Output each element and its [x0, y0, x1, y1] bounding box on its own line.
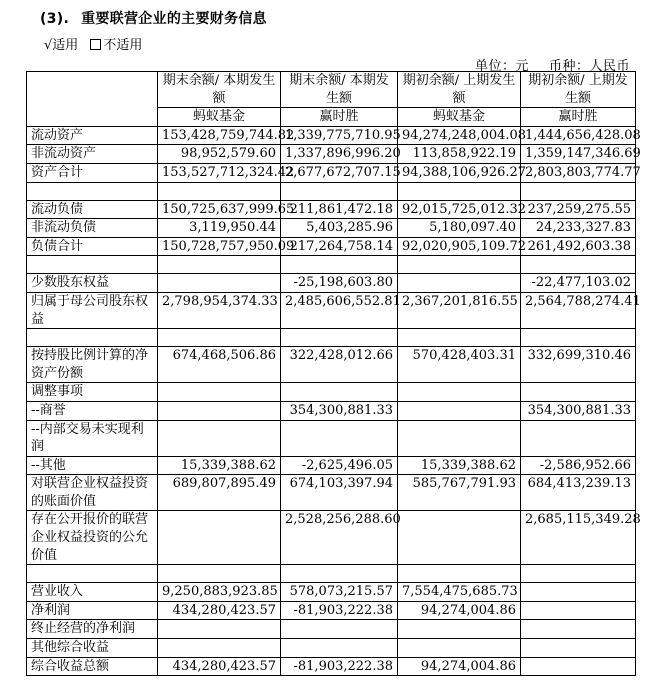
row-label-cell: 存在公开报价的联营企业权益投资的公允价值 — [27, 511, 158, 565]
table-row — [27, 511, 636, 565]
row-label-cell: 少数股东权益 — [27, 274, 158, 293]
row-label-cell: --内部交易未实现利润 — [27, 420, 158, 456]
value-cell — [521, 583, 636, 602]
header-period-label: 期初余额/ 上期发生额 — [402, 73, 516, 106]
value-cell: 1,339,775,710.95 — [281, 126, 398, 145]
row-label-cell: 其他综合收益 — [27, 639, 158, 658]
value-cell: 7,554,475,685.73 — [398, 583, 521, 602]
value-cell: -22,477,103.02 — [521, 274, 636, 293]
table-row — [27, 163, 636, 182]
value-cell: 684,413,239.13 — [521, 475, 636, 511]
value-cell: 2,367,201,816.55 — [398, 292, 521, 328]
value-cell — [521, 639, 636, 658]
value-cell: 354,300,881.33 — [281, 401, 398, 420]
value-cell — [281, 639, 398, 658]
value-cell: 570,428,403.31 — [398, 347, 521, 383]
value-cell: 2,564,788,274.41 — [521, 292, 636, 328]
spacer-row — [27, 256, 636, 274]
value-cell — [27, 182, 158, 200]
value-cell: 94,388,106,926.27 — [398, 163, 521, 182]
value-cell — [158, 565, 281, 583]
value-cell — [281, 329, 398, 347]
value-cell: 92,015,725,012.32 — [398, 200, 521, 219]
header-period-label: 期末余额/ 本期发生额 — [162, 73, 276, 106]
value-cell — [281, 620, 398, 639]
value-cell: 2,685,115,349.28 — [521, 511, 636, 565]
header-period-label: 期末余额/ 本期发生额 — [289, 73, 389, 106]
value-cell: 2,528,256,288.60 — [281, 511, 398, 565]
value-cell: 92,020,905,109.72 — [398, 237, 521, 256]
header-entity: 赢时胜 — [521, 107, 635, 126]
value-cell — [398, 401, 521, 420]
row-label-cell: 净利润 — [27, 601, 158, 620]
value-cell: 5,403,285.96 — [281, 219, 398, 238]
value-cell: 585,767,791.93 — [398, 475, 521, 511]
value-cell — [158, 383, 281, 402]
value-cell: -2,586,952.66 — [521, 456, 636, 475]
value-cell — [398, 420, 521, 456]
value-cell — [158, 182, 281, 200]
value-cell: 354,300,881.33 — [521, 401, 636, 420]
table-row — [27, 639, 636, 658]
value-cell — [281, 383, 398, 402]
row-label-cell: 归属于母公司股东权益 — [27, 292, 158, 328]
value-cell: 98,952,579.60 — [158, 145, 281, 164]
value-cell: -2,625,496.05 — [281, 456, 398, 475]
value-cell — [281, 182, 398, 200]
value-cell — [158, 329, 281, 347]
applicability-options — [44, 34, 142, 53]
value-cell: 24,233,327.83 — [521, 219, 636, 238]
value-cell: -81,903,222.38 — [281, 601, 398, 620]
table-row — [27, 145, 636, 164]
table-row — [27, 583, 636, 602]
row-label-cell: 非流动负债 — [27, 219, 158, 238]
value-cell: -25,198,603.80 — [281, 274, 398, 293]
value-cell: 217,264,758.14 — [281, 237, 398, 256]
value-cell — [398, 511, 521, 565]
value-cell: 674,468,506.86 — [158, 347, 281, 383]
header-entity: 赢时胜 — [281, 107, 397, 126]
value-cell — [27, 256, 158, 274]
value-cell — [521, 329, 636, 347]
table-row — [27, 126, 636, 145]
header-period-label: 期初余额/ 上期发生额 — [528, 73, 628, 106]
value-cell: 94,274,004.86 — [398, 657, 521, 676]
value-cell: 261,492,603.38 — [521, 237, 636, 256]
value-cell: 2,798,954,374.33 — [158, 292, 281, 328]
value-cell: 211,861,472.18 — [281, 200, 398, 219]
header-col-2 — [281, 72, 398, 127]
value-cell — [521, 420, 636, 456]
value-cell: 322,428,012.66 — [281, 347, 398, 383]
not-applicable-option: 不适用 — [103, 38, 143, 53]
value-cell: 15,339,388.62 — [158, 456, 281, 475]
value-cell — [521, 657, 636, 676]
checkmark-icon: √ — [44, 38, 53, 53]
value-cell — [158, 401, 281, 420]
value-cell: 3,119,950.44 — [158, 219, 281, 238]
value-cell — [398, 274, 521, 293]
section-title: 重要联营企业的主要财务信息 — [81, 11, 267, 27]
table-row — [27, 219, 636, 238]
applicable-option: 适用 — [52, 38, 79, 53]
header-label-cell — [27, 72, 158, 127]
value-cell: 150,728,757,950.09 — [158, 237, 281, 256]
value-cell: 15,339,388.62 — [398, 456, 521, 475]
value-cell: 2,677,672,707.15 — [281, 163, 398, 182]
value-cell: 1,444,656,428.08 — [521, 126, 636, 145]
value-cell — [398, 383, 521, 402]
value-cell: 5,180,097.40 — [398, 219, 521, 238]
table-row — [27, 475, 636, 511]
value-cell — [158, 274, 281, 293]
value-cell — [398, 329, 521, 347]
table-header-row — [27, 72, 636, 127]
value-cell — [158, 256, 281, 274]
value-cell: 153,428,759,744.82 — [158, 126, 281, 145]
value-cell — [281, 256, 398, 274]
value-cell: 2,803,803,774.77 — [521, 163, 636, 182]
table-row — [27, 274, 636, 293]
value-cell — [158, 420, 281, 456]
row-label-cell: --其他 — [27, 456, 158, 475]
table-row — [27, 347, 636, 383]
value-cell: 1,359,147,346.69 — [521, 145, 636, 164]
value-cell: 674,103,397.94 — [281, 475, 398, 511]
value-cell — [27, 565, 158, 583]
value-cell: 237,259,275.55 — [521, 200, 636, 219]
row-label-cell: 终止经营的净利润 — [27, 620, 158, 639]
table-row — [27, 456, 636, 475]
currency-label: 币种：人民币 — [548, 59, 630, 74]
value-cell — [398, 256, 521, 274]
header-col-1 — [158, 72, 281, 127]
table-row — [27, 657, 636, 676]
value-cell: 113,858,922.19 — [398, 145, 521, 164]
value-cell: 434,280,423.57 — [158, 657, 281, 676]
header-entity: 蚂蚁基金 — [158, 107, 280, 126]
value-cell — [398, 182, 521, 200]
value-cell — [281, 420, 398, 456]
financial-info-table — [26, 71, 641, 676]
value-cell — [521, 256, 636, 274]
value-cell — [281, 565, 398, 583]
value-cell — [521, 383, 636, 402]
value-cell — [158, 511, 281, 565]
value-cell — [398, 565, 521, 583]
table-row — [27, 237, 636, 256]
table-row — [27, 383, 636, 402]
value-cell — [27, 329, 158, 347]
value-cell: 332,699,310.46 — [521, 347, 636, 383]
value-cell: -81,903,222.38 — [281, 657, 398, 676]
spacer-row — [27, 565, 636, 583]
spacer-row — [27, 182, 636, 200]
value-cell — [521, 565, 636, 583]
row-label-cell: 流动负债 — [27, 200, 158, 219]
table-row — [27, 620, 636, 639]
value-cell: 578,073,215.57 — [281, 583, 398, 602]
value-cell: 1,337,896,996.20 — [281, 145, 398, 164]
unchecked-box-icon — [90, 39, 101, 50]
value-cell — [158, 639, 281, 658]
row-label-cell: 流动资产 — [27, 126, 158, 145]
row-label-cell: 调整事项 — [27, 383, 158, 402]
table-row — [27, 420, 636, 456]
row-label-cell: 资产合计 — [27, 163, 158, 182]
section-heading — [40, 8, 267, 28]
row-label-cell: 营业收入 — [27, 583, 158, 602]
value-cell: 2,485,606,552.81 — [281, 292, 398, 328]
row-label-cell: 非流动资产 — [27, 145, 158, 164]
value-cell: 689,807,895.49 — [158, 475, 281, 511]
value-cell — [158, 620, 281, 639]
value-cell — [521, 182, 636, 200]
value-cell: 9,250,883,923.85 — [158, 583, 281, 602]
value-cell: 94,274,004.86 — [398, 601, 521, 620]
value-cell: 150,725,637,999.65 — [158, 200, 281, 219]
value-cell — [398, 639, 521, 658]
unit-label: 单位：元 — [474, 59, 529, 74]
header-entity: 蚂蚁基金 — [398, 107, 520, 126]
table-row — [27, 200, 636, 219]
value-cell: 153,527,712,324.42 — [158, 163, 281, 182]
header-col-4 — [521, 72, 636, 127]
row-label-cell: 综合收益总额 — [27, 657, 158, 676]
value-cell — [398, 620, 521, 639]
value-cell — [521, 620, 636, 639]
value-cell: 434,280,423.57 — [158, 601, 281, 620]
spacer-row — [27, 329, 636, 347]
value-cell: 94,274,248,004.08 — [398, 126, 521, 145]
row-label-cell: 负债合计 — [27, 237, 158, 256]
table-row — [27, 401, 636, 420]
row-label-cell: 对联营企业权益投资的账面价值 — [27, 475, 158, 511]
header-col-3 — [398, 72, 521, 127]
section-number: (3). — [40, 11, 70, 27]
table-row — [27, 601, 636, 620]
table-row — [27, 292, 636, 328]
row-label-cell: 按持股比例计算的净资产份额 — [27, 347, 158, 383]
row-label-cell: --商誉 — [27, 401, 158, 420]
value-cell — [521, 601, 636, 620]
